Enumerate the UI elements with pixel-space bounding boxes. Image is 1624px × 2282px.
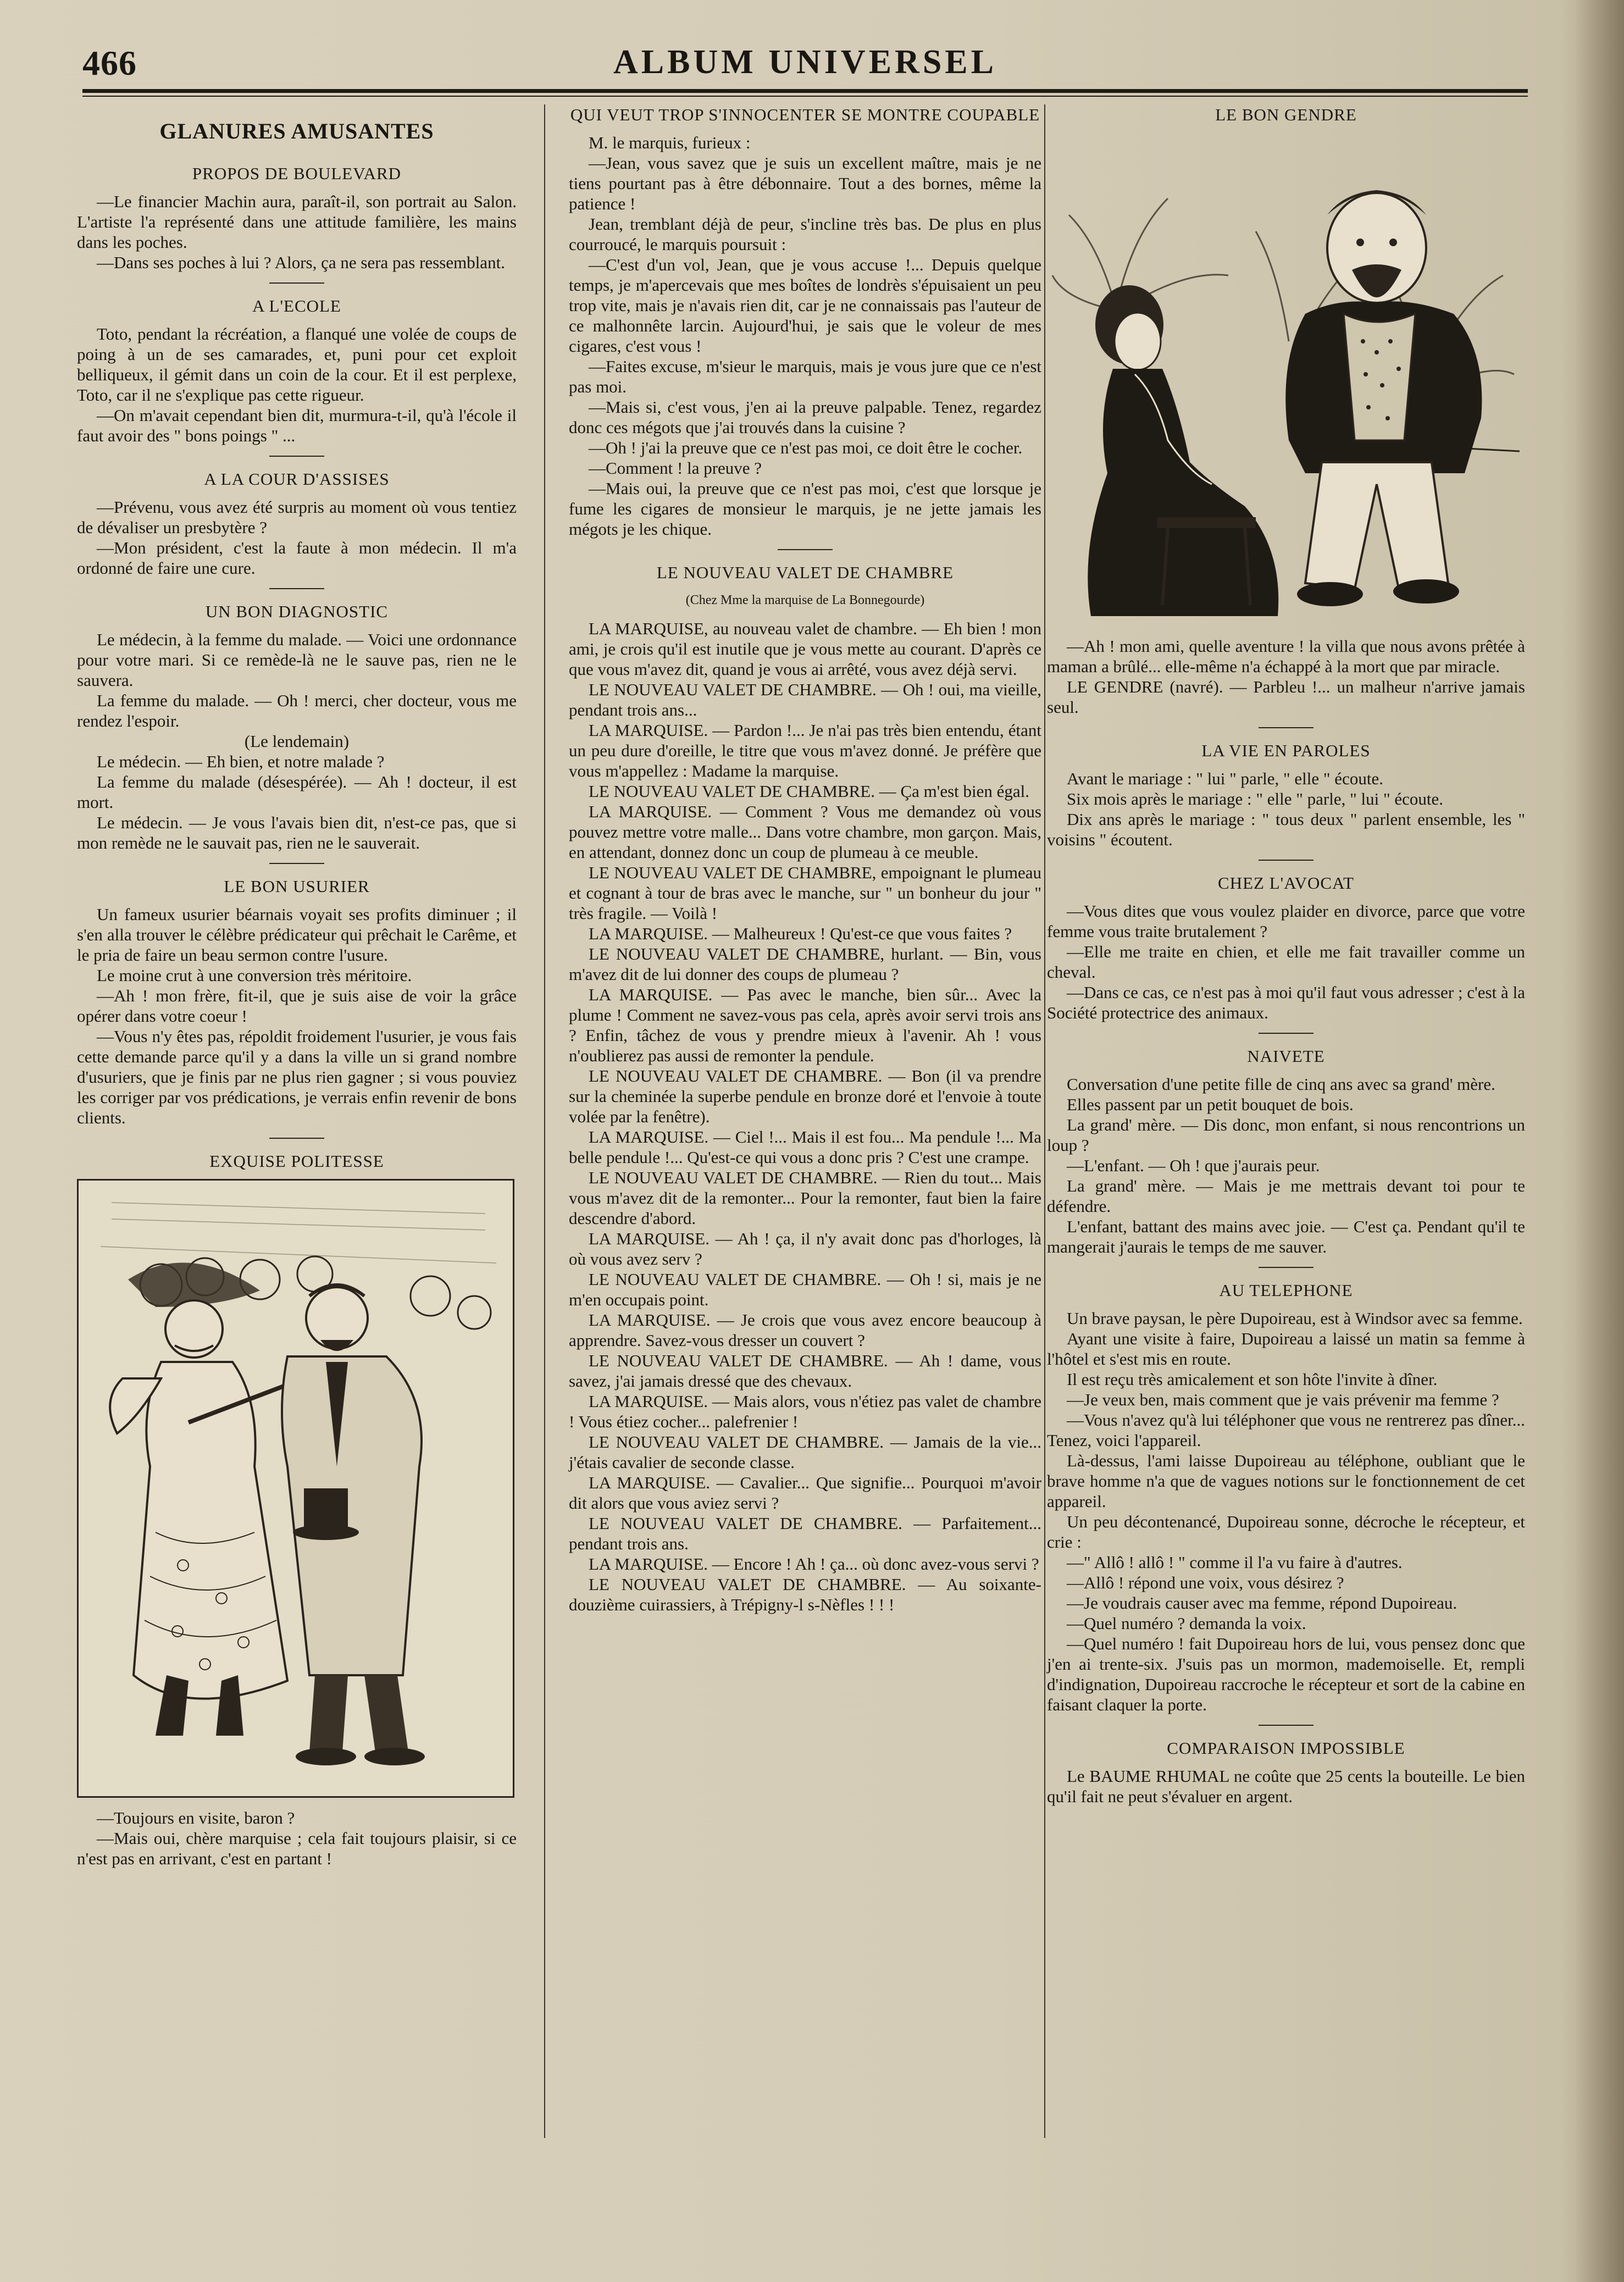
article-heading: A LA COUR D'ASSISES bbox=[204, 469, 390, 489]
paragraph: LE NOUVEAU VALET DE CHAMBRE. — Bon (il va prendre sur la cheminée la superbe pendule en bronze doré et l'envoie à toute volée par la fenêtre). bbox=[569, 1066, 1041, 1126]
header-rule-thin bbox=[82, 96, 1528, 97]
paragraph: LE NOUVEAU VALET DE CHAMBRE. — Ça m'est bien égal. bbox=[589, 782, 1030, 801]
stage-direction: (Le lendemain) bbox=[244, 732, 350, 751]
page-number: 466 bbox=[82, 43, 137, 82]
illustration-visit-drawing bbox=[79, 1181, 513, 1796]
article-subheading: (Chez Mme la marquise de La Bonnegourde) bbox=[685, 593, 925, 607]
paragraph: LA MARQUISE. — Je crois que vous avez encore beaucoup à apprendre. Savez-vous dresser un couvert ? bbox=[569, 1310, 1041, 1350]
separator-dash bbox=[1259, 1725, 1313, 1726]
paragraph: LA MARQUISE. — Cavalier... Que signifie... Pourquoi m'avoir dit alors que vous aviez servi ? bbox=[569, 1473, 1041, 1513]
paragraph: LA MARQUISE. — Mais alors, vous n'étiez pas valet de chambre ! Vous étiez cocher... palefrenier ! bbox=[569, 1392, 1041, 1431]
paragraph: Le BAUME RHUMAL ne coûte que 25 cents la bouteille. Le bien qu'il fait ne peut s'évaluer en argent. bbox=[1047, 1766, 1525, 1806]
article-heading: LE BON USURIER bbox=[224, 877, 370, 896]
paragraph: Le moine crut à une conversion très méritoire. bbox=[97, 966, 412, 985]
article-heading: EXQUISE POLITESSE bbox=[209, 1151, 384, 1171]
masthead-title: ALBUM UNIVERSEL bbox=[613, 43, 997, 81]
paragraph: —" Allô ! allô ! " comme il l'a vu faire à d'autres. bbox=[1067, 1553, 1403, 1572]
paragraph: LE NOUVEAU VALET DE CHAMBRE. — Oh ! si, mais je ne m'en occupais point. bbox=[569, 1270, 1041, 1309]
article-heading: COMPARAISON IMPOSSIBLE bbox=[1167, 1738, 1405, 1758]
illustration-son-in-law bbox=[1047, 132, 1520, 627]
separator-dash bbox=[269, 863, 324, 864]
paragraph: LE NOUVEAU VALET DE CHAMBRE, empoignant le plumeau et cognant à tour de bras avec le manche, sur " un bonheur du jour " très fragile. — Voilà ! bbox=[569, 863, 1041, 923]
page-header bbox=[82, 43, 1528, 87]
paragraph: Dix ans après le mariage : " tous deux " parlent ensemble, les " voisins " écoutent. bbox=[1047, 810, 1525, 849]
paragraph: —Prévenu, vous avez été surpris au moment où vous tentiez de dévaliser un presbytère ? bbox=[77, 497, 517, 537]
paragraph: LA MARQUISE. — Pardon !... Je n'ai pas très bien entendu, étant un peu dure d'oreille, le titre que vous m'avez donné. Je préfère que vous m'appellez : Madame la marquise. bbox=[569, 721, 1041, 780]
paragraph: LA MARQUISE. — Comment ? Vous me demandez où vous pouvez mettre votre malle... Dans votre chambre, mon garçon. Mais, en attendant, donnez donc un coup de plumeau à ce meuble. bbox=[569, 802, 1041, 862]
article-heading: AU TELEPHONE bbox=[1219, 1281, 1353, 1300]
paragraph: —Je voudrais causer avec ma femme, répond Dupoireau. bbox=[1067, 1593, 1457, 1613]
paragraph: Un peu décontenancé, Dupoireau sonne, décroche le récepteur, et crie : bbox=[1047, 1512, 1525, 1552]
paragraph: Là-dessus, l'ami laisse Dupoireau au téléphone, oubliant que le brave homme n'a que de vagues notions sur le fonctionnement de cet appareil. bbox=[1047, 1451, 1525, 1511]
paragraph: Avant le mariage : " lui " parle, " elle " écoute. bbox=[1067, 769, 1383, 788]
paragraph: La grand' mère. — Mais je me mettrais devant toi pour te défendre. bbox=[1047, 1176, 1525, 1216]
paragraph: LE GENDRE (navré). — Parbleu !... un malheur n'arrive jamais seul. bbox=[1047, 677, 1525, 717]
paragraph: —Le financier Machin aura, paraît-il, son portrait au Salon. L'artiste l'a représenté dans une attitude familière, les mains dans les poches. bbox=[77, 192, 517, 252]
paragraph: Ayant une visite à faire, Dupoireau a laissé un matin sa femme à l'hôtel et s'est mis en route. bbox=[1047, 1329, 1525, 1369]
paragraph: —Ah ! mon frère, fit-il, que je suis aise de voir la grâce opérer dans votre coeur ! bbox=[77, 986, 517, 1026]
paragraph: —Jean, vous savez que je suis un excellent maître, mais je ne tiens pourtant pas à être débonnaire. Tout a des bornes, même la patience ! bbox=[569, 153, 1041, 213]
section-title: GLANURES AMUSANTES bbox=[159, 119, 434, 143]
paragraph: LA MARQUISE, au nouveau valet de chambre. — Eh bien ! mon ami, je crois qu'il est inutile que je vous mette au courant. D'après ce que vous m'avez dit, quand je vous ai arrêté, vous avez déjà servi. bbox=[569, 619, 1041, 679]
separator-dash bbox=[1259, 1267, 1313, 1268]
paragraph: M. le marquis, furieux : bbox=[589, 133, 751, 152]
paragraph: —Vous dites que vous voulez plaider en divorce, parce que votre femme vous traite brutalement ? bbox=[1047, 901, 1525, 941]
article-heading: LE BON GENDRE bbox=[1215, 105, 1357, 124]
article-heading: CHEZ L'AVOCAT bbox=[1218, 873, 1354, 893]
paragraph: LE NOUVEAU VALET DE CHAMBRE. — Jamais de la vie... j'étais cavalier de seconde classe. bbox=[569, 1432, 1041, 1472]
paragraph: Six mois après le mariage : " elle " parle, " lui " écoute. bbox=[1067, 789, 1444, 808]
paragraph: LA MARQUISE. — Pas avec le manche, bien sûr... Avec la plume ! Comment ne savez-vous pas cela, après avoir servi trois ans ? Enfin, tâchez de vous y prendre mieux à l'avenir. Ah ! vous n'oublierez pas aussi de remonter la pendule. bbox=[569, 985, 1041, 1065]
paragraph: Un brave paysan, le père Dupoireau, est à Windsor avec sa femme. bbox=[1067, 1309, 1523, 1328]
paragraph: —Dans ses poches à lui ? Alors, ça ne sera pas ressemblant. bbox=[97, 253, 505, 272]
column-divider bbox=[544, 104, 545, 2138]
page-fold-shadow bbox=[1575, 0, 1624, 2282]
paragraph: —Quel numéro ? demanda la voix. bbox=[1067, 1614, 1306, 1633]
separator-dash bbox=[1259, 727, 1313, 728]
paragraph: —Elle me traite en chien, et elle me fait travailler comme un cheval. bbox=[1047, 942, 1525, 982]
paragraph: —Ah ! mon ami, quelle aventure ! la villa que nous avons prêtée à maman a brûlé... elle-même n'a échappé à la mort que par miracle. bbox=[1047, 636, 1525, 676]
column-2 bbox=[569, 104, 1041, 1615]
article-heading: QUI VEUT TROP S'INNOCENTER SE MONTRE COUPABLE bbox=[570, 105, 1040, 124]
paragraph: —Mais si, c'est vous, j'en ai la preuve palpable. Tenez, regardez donc ces mégots que j'ai trouvés dans la cuisine ? bbox=[569, 397, 1041, 437]
separator-dash bbox=[1259, 1033, 1313, 1034]
paragraph: LA MARQUISE. — Ah ! ça, il n'y avait donc pas d'horloges, là où vous avez serv ? bbox=[569, 1229, 1041, 1269]
paragraph: Toto, pendant la récréation, a flanqué une volée de coups de poing à un de ses camarades, et, puni pour cet exploit belliqueux, il gémit dans un coin de la cour. Et il est perplexe, Toto, car il ne s'explique pas cette rigueur. bbox=[77, 324, 517, 405]
separator-dash bbox=[269, 456, 324, 457]
separator-dash bbox=[269, 283, 324, 284]
paragraph: Conversation d'une petite fille de cinq ans avec sa grand' mère. bbox=[1067, 1074, 1495, 1094]
paragraph: —Oh ! j'ai la preuve que ce n'est pas moi, ce doit être le cocher. bbox=[589, 438, 1023, 457]
separator-dash bbox=[1259, 860, 1313, 861]
paragraph: —Mais oui, la preuve que ce n'est pas moi, c'est que lorsque je fume les cigares de monsieur le marquis, je ne jette jamais les mégots je les chique. bbox=[569, 479, 1041, 539]
paragraph: —Je veux ben, mais comment que je vais prévenir ma femme ? bbox=[1067, 1390, 1499, 1409]
paragraph: —On m'avait cependant bien dit, murmura-t-il, qu'à l'école il faut avoir des " bons poings " ... bbox=[77, 406, 517, 445]
paragraph: —Allô ! répond une voix, vous désirez ? bbox=[1067, 1573, 1344, 1592]
paragraph: —Mon président, c'est la faute à mon médecin. Il m'a ordonné de faire une cure. bbox=[77, 538, 517, 578]
paragraph: —Faites excuse, m'sieur le marquis, mais je vous jure que ce n'est pas moi. bbox=[569, 357, 1041, 396]
paragraph: Elles passent par un petit bouquet de bois. bbox=[1067, 1095, 1354, 1114]
paragraph: —C'est d'un vol, Jean, que je vous accuse !... Depuis quelque temps, je m'apercevais que mes boîtes de londrès s'épuisaient un peu trop vite, mais je n'avais rien dit, car je ne connaissais pas l'auteur de ce malhonnête larcin. Aujourd'hui, je sais que le voleur de mes cigares, c'est vous ! bbox=[569, 255, 1041, 356]
paragraph: LA MARQUISE. — Malheureux ! Qu'est-ce que vous faites ? bbox=[589, 924, 1012, 943]
separator-dash bbox=[269, 588, 324, 589]
paragraph: LA MARQUISE. — Encore ! Ah ! ça... où donc avez-vous servi ? bbox=[589, 1554, 1039, 1574]
article-heading: A L'ECOLE bbox=[252, 296, 341, 315]
paragraph: LE NOUVEAU VALET DE CHAMBRE. — Rien du tout... Mais vous m'avez dit de la remonter... Pour la remonter, faut bien la faire descendre d'abord. bbox=[569, 1168, 1041, 1228]
paragraph: —Toujours en visite, baron ? bbox=[97, 1808, 295, 1827]
paragraph: Jean, tremblant déjà de peur, s'incline très bas. De plus en plus courroucé, le marquis poursuit : bbox=[569, 214, 1041, 254]
paragraph: LE NOUVEAU VALET DE CHAMBRE. — Parfaitement... pendant trois ans. bbox=[569, 1514, 1041, 1553]
separator-dash bbox=[269, 1138, 324, 1139]
article-heading: LA VIE EN PAROLES bbox=[1201, 741, 1371, 760]
paragraph: Le médecin. — Eh bien, et notre malade ? bbox=[97, 752, 385, 771]
paragraph: —L'enfant. — Oh ! que j'aurais peur. bbox=[1067, 1156, 1320, 1175]
paragraph: La femme du malade. — Oh ! merci, cher docteur, vous me rendez l'espoir. bbox=[77, 691, 517, 730]
paragraph: —Vous n'avez qu'à lui téléphoner que vous ne rentrerez pas dîner... Tenez, voici l'appareil. bbox=[1047, 1410, 1525, 1450]
header-rule bbox=[82, 89, 1528, 93]
paragraph: LA MARQUISE. — Ciel !... Mais il est fou... Ma pendule !... Ma belle pendule !... Qu'est-ce qui vous a donc pris ? C'est une crampe. bbox=[569, 1127, 1041, 1167]
paragraph: Le médecin. — Je vous l'avais bien dit, n'est-ce pas, que si mon remède ne le sauvait pas, rien ne le sauverait. bbox=[77, 813, 517, 852]
paragraph: —Mais oui, chère marquise ; cela fait toujours plaisir, si ce n'est pas en arrivant, c'est en partant ! bbox=[77, 1829, 517, 1868]
paragraph: LE NOUVEAU VALET DE CHAMBRE. — Ah ! dame, vous savez, j'ai jamais dressé que des chevaux. bbox=[569, 1351, 1041, 1391]
paragraph: L'enfant, battant des mains avec joie. — C'est ça. Pendant qu'il te mangerait j'aurais le temps de me sauver. bbox=[1047, 1217, 1525, 1256]
article-heading: LE NOUVEAU VALET DE CHAMBRE bbox=[656, 563, 954, 582]
paragraph: La grand' mère. — Dis donc, mon enfant, si nous rencontrions un loup ? bbox=[1047, 1115, 1525, 1155]
paragraph: —Dans ce cas, ce n'est pas à moi qu'il faut vous adresser ; c'est à la Société protectrice des animaux. bbox=[1047, 983, 1525, 1022]
paragraph: LE NOUVEAU VALET DE CHAMBRE. — Oh ! oui, ma vieille, pendant trois ans... bbox=[569, 680, 1041, 719]
separator-dash bbox=[778, 549, 833, 550]
column-1 bbox=[77, 104, 517, 1869]
paragraph: —Comment ! la preuve ? bbox=[589, 458, 762, 478]
paragraph: Il est reçu très amicalement et son hôte l'invite à dîner. bbox=[1067, 1370, 1438, 1389]
paragraph: —Vous n'y êtes pas, répoldit froidement l'usurier, je vous fais cette demande parce qu'il y a dans la ville un si grand nombre d'usuriers, que je finis par ne plus rien gagner ; si vous pouviez les corriger par vos prédications, je verrais enfin revenir de bons clients. bbox=[77, 1027, 517, 1127]
column-3 bbox=[1047, 104, 1525, 1807]
article-heading: UN BON DIAGNOSTIC bbox=[205, 602, 389, 621]
illustration-visit bbox=[77, 1179, 514, 1798]
column-divider bbox=[1044, 104, 1045, 2138]
article-heading: PROPOS DE BOULEVARD bbox=[192, 164, 402, 183]
paragraph: La femme du malade (désespérée). — Ah ! docteur, il est mort. bbox=[77, 772, 517, 812]
paragraph: —Quel numéro ! fait Dupoireau hors de lui, vous pensez donc que j'en ai trente-six. J'suis pas un mormon, mademoiselle. Et, rempli d'indignation, Dupoireau raccroche le récepteur et sort de la cabine en faisant claquer la porte. bbox=[1047, 1634, 1525, 1714]
illustration-son-in-law-drawing bbox=[1047, 132, 1520, 627]
paragraph: LE NOUVEAU VALET DE CHAMBRE. — Au soixante-douzième cuirassiers, à Trépigny-l s-Nèfles ! ! ! bbox=[569, 1575, 1041, 1614]
article-heading: NAIVETE bbox=[1247, 1046, 1325, 1066]
paragraph: Le médecin, à la femme du malade. — Voici une ordonnance pour votre mari. Si ce remède-là ne le sauve pas, rien ne le sauvera. bbox=[77, 630, 517, 690]
paragraph: LE NOUVEAU VALET DE CHAMBRE, hurlant. — Bin, vous m'avez dit de lui donner des coups de plumeau ? bbox=[569, 944, 1041, 984]
paragraph: Un fameux usurier béarnais voyait ses profits diminuer ; il s'en alla trouver le célèbre prédicateur qui prêchait le Carême, et le pria de faire un beau sermon contre l'usure. bbox=[77, 905, 517, 965]
